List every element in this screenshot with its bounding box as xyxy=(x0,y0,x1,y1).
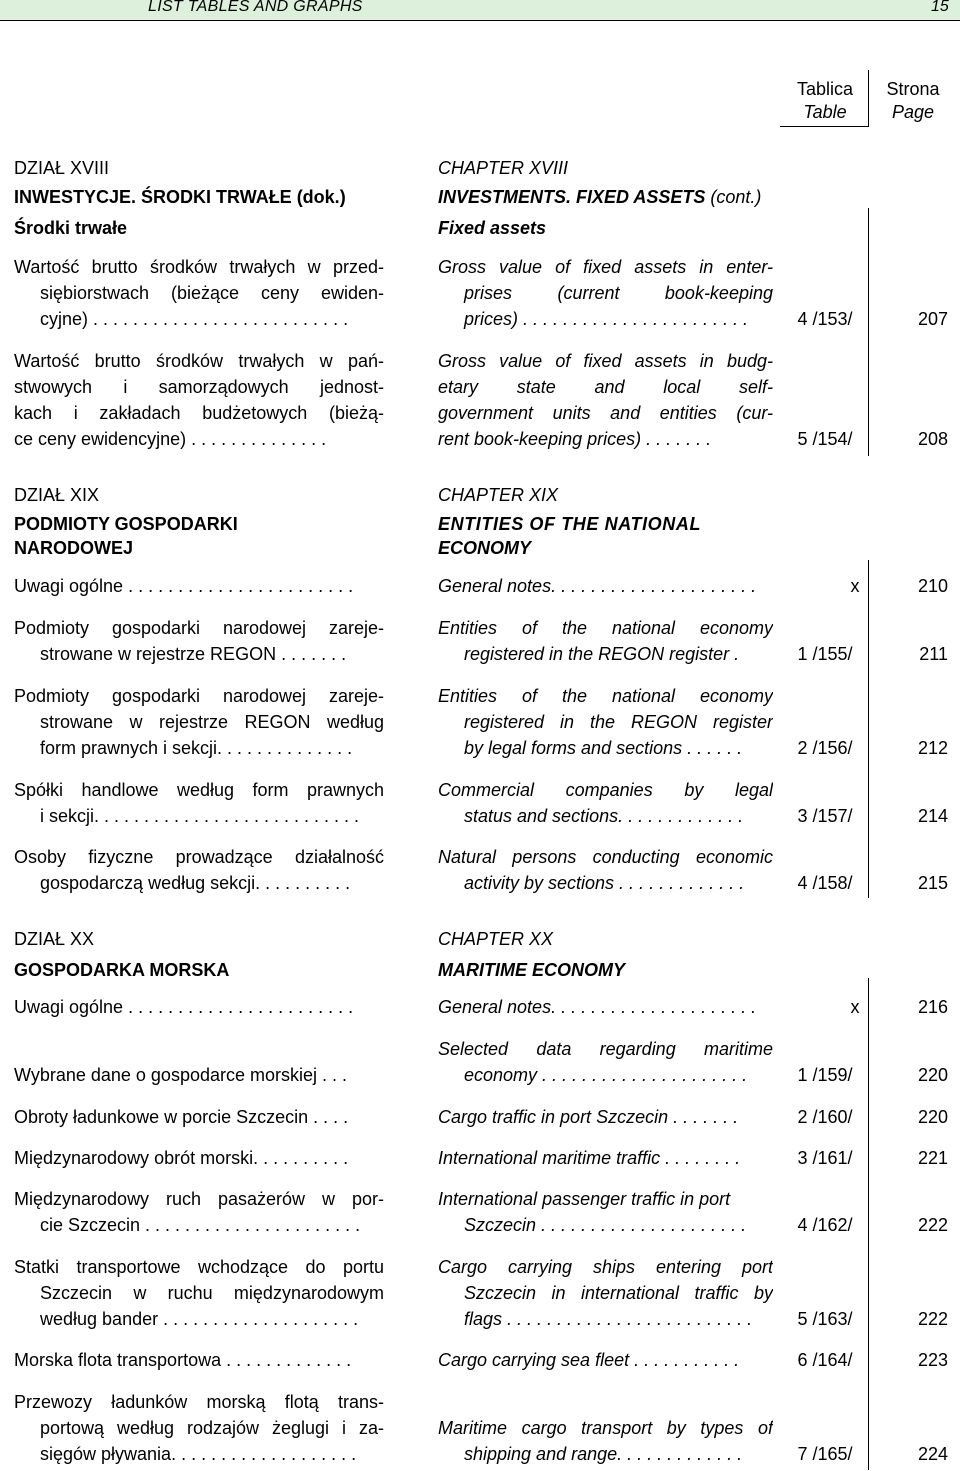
entry-pl-line: cyjne) . . . . . . . . . . . . . . . . . . . . . . . . . . xyxy=(40,309,349,329)
entry-en: General notes. . . . . . . . . . . . . . . . . . . . . xyxy=(438,997,757,1017)
entry-en-line: Szczecin in international traffic by xyxy=(464,1283,773,1303)
entry-pl xyxy=(14,348,384,452)
page-ref: 222 xyxy=(917,1215,948,1235)
entry-pl: Obroty ładunkowe w porcie Szczecin . . . . xyxy=(14,1107,349,1127)
entry-pl xyxy=(14,1389,384,1467)
entry-en-line: prises (current book-keeping xyxy=(464,283,773,303)
page-ref: 210 xyxy=(917,576,948,596)
column-header-rule xyxy=(780,126,869,127)
column-header-page-pl: Strona xyxy=(886,79,940,99)
page-ref: 216 xyxy=(917,997,948,1017)
table-number: 7 /165/ xyxy=(797,1444,853,1464)
chapter-pl-title-line: PODMIOTY GOSPODARKI xyxy=(14,514,238,534)
entry-en xyxy=(438,1389,773,1467)
entry-en-line: flags . . . . . . . . . . . . . . . . . . . . . . . . . xyxy=(464,1309,753,1329)
chapter-pl-title-line: NARODOWEJ xyxy=(14,538,134,558)
table-number: 2 /160/ xyxy=(797,1107,853,1127)
page-ref: 222 xyxy=(917,1309,948,1329)
entry-pl-line: Międzynarodowy ruch pasażerów w por- xyxy=(14,1189,384,1209)
entry-en-line: Entities of the national economy xyxy=(438,618,773,638)
entry-en xyxy=(438,254,773,332)
table-number: 5 /154/ xyxy=(797,429,853,449)
entry-pl-line: strowane w rejestrze REGON według xyxy=(40,712,384,732)
entry-pl xyxy=(14,1254,384,1332)
column-divider xyxy=(868,978,869,1470)
entry-pl-line: sięgów pływania. . . . . . . . . . . . . . . . . . . xyxy=(40,1444,357,1464)
entry-pl-line: cie Szczecin . . . . . . . . . . . . . . . . . . . . . . xyxy=(40,1215,361,1235)
column-header-table xyxy=(792,78,858,124)
entry-pl-line xyxy=(14,1036,384,1062)
entry-en xyxy=(438,1036,773,1088)
table-number: 5 /163/ xyxy=(797,1309,853,1329)
entry-pl xyxy=(14,1186,384,1238)
entry-en-line: etary state and local self- xyxy=(438,377,773,397)
table-number: 3 /161/ xyxy=(797,1148,853,1168)
table-number: x xyxy=(850,997,860,1017)
entry-pl-line: według bander . . . . . . . . . . . . . . . . . . . . xyxy=(40,1309,359,1329)
entry-en xyxy=(438,1254,773,1332)
entry-en: General notes. . . . . . . . . . . . . . . . . . . . . xyxy=(438,576,757,596)
entry-pl-line: portową według rodzajów żeglugi i za- xyxy=(40,1418,384,1438)
section-pl-title: Środki trwałe xyxy=(14,218,128,238)
entry-pl-line: Spółki handlowe według form prawnych xyxy=(14,780,384,800)
chapter-pl-title: GOSPODARKA MORSKA xyxy=(14,960,230,980)
chapter-en-title-line: ENTITIES OF THE NATIONAL xyxy=(438,514,702,534)
page-ref: 211 xyxy=(919,644,948,664)
entry-en: Cargo traffic in port Szczecin . . . . . . . xyxy=(438,1107,739,1127)
column-divider xyxy=(868,560,869,898)
chapter-pl-title xyxy=(14,512,384,560)
entry-en-line: rent book-keeping prices) . . . . . . . xyxy=(438,429,712,449)
entry-pl xyxy=(14,844,384,896)
column-divider-header xyxy=(868,70,869,126)
entry-pl-line: strowane w rejestrze REGON . . . . . . . xyxy=(40,644,347,664)
section-en-title: Fixed assets xyxy=(438,218,547,238)
chapter-pl-label: DZIAŁ XX xyxy=(14,929,95,949)
table-number: 4 /153/ xyxy=(797,309,853,329)
entry-pl-line: Wartość brutto środków trwałych w pań- xyxy=(14,351,384,371)
chapter-en-title-text: INVESTMENTS. FIXED ASSETS xyxy=(438,187,706,207)
entry-en xyxy=(438,683,773,761)
table-number: 4 /162/ xyxy=(797,1215,853,1235)
chapter-en-title: MARITIME ECONOMY xyxy=(438,960,625,980)
entry-en-line: status and sections. . . . . . . . . . . . . xyxy=(464,806,744,826)
column-divider xyxy=(868,208,869,456)
entry-pl-line: Szczecin w ruchu międzynarodowym xyxy=(40,1283,384,1303)
entry-en-line: by legal forms and sections . . . . . . xyxy=(464,738,743,758)
entry-pl-line: Wartość brutto środków trwałych w przed- xyxy=(14,257,384,277)
entry-en xyxy=(438,1186,773,1238)
entry-pl-line: Statki transportowe wchodzące do portu xyxy=(14,1257,384,1277)
entry-pl-line: Wybrane dane o gospodarce morskiej . . . xyxy=(14,1065,348,1085)
table-number: 2 /156/ xyxy=(797,738,853,758)
entry-en xyxy=(438,348,773,452)
entry-pl-line: stwowych i samorządowych jednost- xyxy=(14,377,384,397)
entry-pl-line: ce ceny ewidencyjne) . . . . . . . . . . . . . . xyxy=(14,429,327,449)
page-ref: 221 xyxy=(917,1148,948,1168)
page-ref: 220 xyxy=(917,1107,948,1127)
entry-en: International maritime traffic . . . . . . . . xyxy=(438,1148,741,1168)
entry-pl: Uwagi ogólne . . . . . . . . . . . . . . . . . . . . . . . xyxy=(14,997,354,1017)
entry-pl-line: Przewozy ładunków morską flotą trans- xyxy=(14,1392,384,1412)
table-number: 4 /158/ xyxy=(797,873,853,893)
chapter-en-label: CHAPTER XVIII xyxy=(438,158,569,178)
chapter-en-label: CHAPTER XIX xyxy=(438,485,559,505)
chapter-en-label: CHAPTER XX xyxy=(438,929,554,949)
page-number: 15 xyxy=(931,0,949,15)
column-header-page xyxy=(870,78,956,124)
entry-en-line: shipping and range. . . . . . . . . . . . . xyxy=(464,1444,743,1464)
entry-en-line: International passenger traffic in port xyxy=(438,1189,731,1209)
entry-pl-line: Osoby fizyczne prowadzące działalność xyxy=(14,847,384,867)
entry-pl xyxy=(14,683,384,761)
entry-pl-line: kach i zakładach budżetowych (bieżą- xyxy=(14,403,384,423)
entry-pl xyxy=(14,615,384,667)
entry-en xyxy=(438,615,773,667)
chapter-en-title xyxy=(438,184,773,210)
entry-en-line: prices) . . . . . . . . . . . . . . . . . . . . . . . xyxy=(464,309,749,329)
entry-pl-line: gospodarczą według sekcji. . . . . . . . . . xyxy=(40,873,351,893)
column-header-page-en: Page xyxy=(891,102,935,122)
page-ref: 223 xyxy=(917,1350,948,1370)
page-ref: 215 xyxy=(917,873,948,893)
table-number: 3 /157/ xyxy=(797,806,853,826)
chapter-pl-label: DZIAŁ XIX xyxy=(14,485,100,505)
entry-pl-line: siębiorstwach (bieżące ceny ewiden- xyxy=(40,283,384,303)
chapter-en-title-line: ECONOMY xyxy=(438,538,532,558)
entry-pl xyxy=(14,254,384,332)
running-header xyxy=(0,0,960,20)
entry-en: Cargo carrying sea fleet . . . . . . . . . . . xyxy=(438,1350,740,1370)
entry-en-line xyxy=(438,1389,773,1415)
entry-pl-line: Podmioty gospodarki narodowej zareje- xyxy=(14,686,384,706)
entry-pl: Uwagi ogólne . . . . . . . . . . . . . . . . . . . . . . . xyxy=(14,576,354,596)
entry-en-line: Szczecin . . . . . . . . . . . . . . . . . . . . . xyxy=(464,1215,747,1235)
page-ref: 224 xyxy=(917,1444,948,1464)
page-ref: 207 xyxy=(917,309,948,329)
entry-pl xyxy=(14,777,384,829)
entry-pl-line: Podmioty gospodarki narodowej zareje- xyxy=(14,618,384,638)
running-header-title: LIST TABLES AND GRAPHS xyxy=(148,0,363,15)
chapter-pl-label: DZIAŁ XVIII xyxy=(14,158,110,178)
header-rule xyxy=(0,20,960,21)
entry-en-line: Gross value of fixed assets in budg- xyxy=(438,351,773,371)
entry-en-line: Maritime cargo transport by types of xyxy=(438,1418,773,1438)
entry-en-line: Selected data regarding maritime xyxy=(438,1039,773,1059)
page-ref: 214 xyxy=(917,806,948,826)
entry-en-line: economy . . . . . . . . . . . . . . . . . . . . . xyxy=(464,1065,748,1085)
column-header-table-pl: Tablica xyxy=(796,79,854,99)
table-number: x xyxy=(850,576,860,596)
entry-en-line: Entities of the national economy xyxy=(438,686,773,706)
entry-en-line: Cargo carrying ships entering port xyxy=(438,1257,773,1277)
chapter-en-title-cont: (cont.) xyxy=(710,187,762,207)
entry-en xyxy=(438,777,773,829)
chapter-pl-title: INWESTYCJE. ŚRODKI TRWAŁE (dok.) xyxy=(14,187,346,207)
page-ref: 212 xyxy=(917,738,948,758)
table-number: 1 /159/ xyxy=(797,1065,853,1085)
entry-pl: Morska flota transportowa . . . . . . . . . . . . . xyxy=(14,1350,352,1370)
column-header-table-en: Table xyxy=(803,102,847,122)
entry-pl-line: i sekcji. . . . . . . . . . . . . . . . . . . . . . . . . . . xyxy=(40,806,360,826)
entry-en-line: Commercial companies by legal xyxy=(438,780,773,800)
entry-en-line: registered in the REGON register xyxy=(464,712,773,732)
entry-pl-line: form prawnych i sekcji. . . . . . . . . . . . . . xyxy=(40,738,353,758)
entry-en-line: registered in the REGON register . xyxy=(464,644,740,664)
entry-en-line: activity by sections . . . . . . . . . . . . . xyxy=(464,873,745,893)
entry-en-line: Natural persons conducting economic xyxy=(438,847,773,867)
page-ref: 208 xyxy=(917,429,948,449)
table-number: 1 /155/ xyxy=(797,644,853,664)
entry-pl: Międzynarodowy obrót morski. . . . . . . . . . xyxy=(14,1148,349,1168)
entry-en-line: government units and entities (cur- xyxy=(438,403,773,423)
chapter-en-title xyxy=(438,512,773,560)
entry-pl xyxy=(14,1036,384,1088)
entry-en-line: Gross value of fixed assets in enter- xyxy=(438,257,773,277)
table-number: 6 /164/ xyxy=(797,1350,853,1370)
entry-en xyxy=(438,844,773,896)
page-ref: 220 xyxy=(917,1065,948,1085)
